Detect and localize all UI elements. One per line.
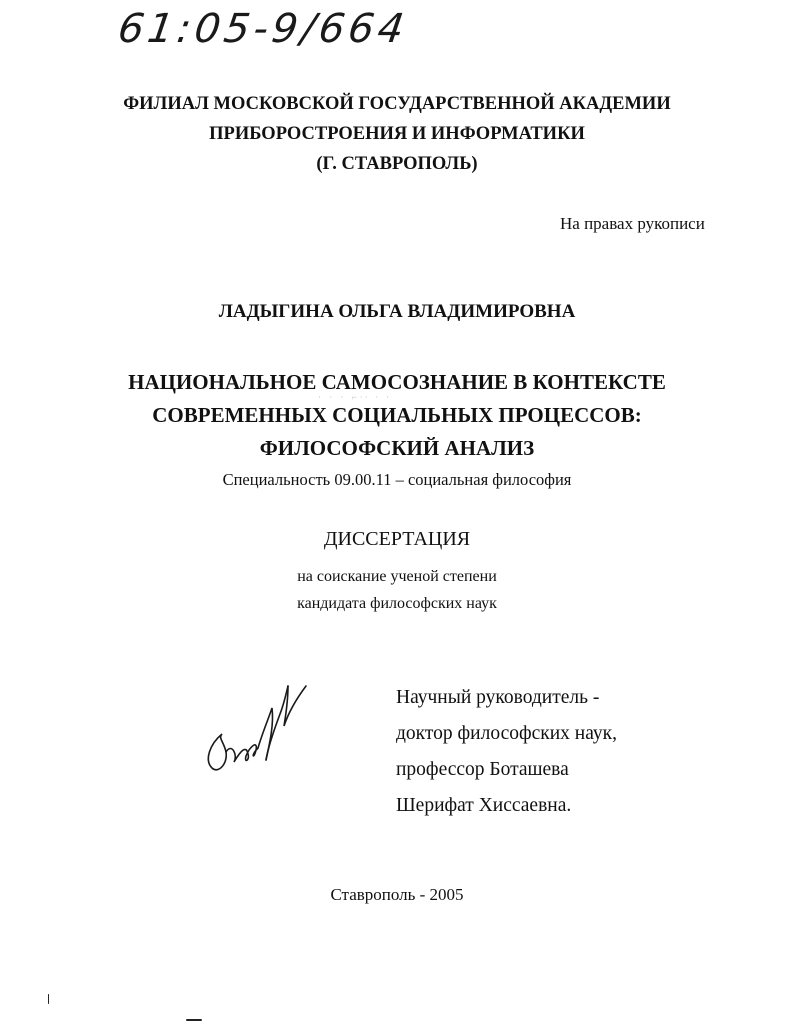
specialty: Специальность 09.00.11 – социальная философия: [222, 470, 572, 489]
supervisor-block: [396, 680, 756, 824]
degree-line-1: на соискание ученой степени: [297, 568, 497, 585]
scan-speck: [186, 1019, 202, 1021]
scan-speck: [48, 994, 49, 1004]
handwritten-signature: [196, 664, 316, 784]
title-line-1: НАЦИОНАЛЬНОЕ САМОСОЗНАНИЕ В КОНТЕКСТЕ: [128, 370, 666, 394]
institution-line-1: ФИЛИАЛ МОСКОВСКОЙ ГОСУДАРСТВЕННОЙ АКАДЕМИИ: [123, 94, 671, 114]
degree-line-2: кандидата философских наук: [297, 595, 497, 612]
supervisor-line-4: Шерифат Хиссаевна.: [396, 795, 572, 816]
document-type: ДИССЕРТАЦИЯ: [323, 528, 471, 550]
institution-line-3: (Г. СТАВРОПОЛЬ): [316, 154, 478, 174]
faint-stamp-mark: · · · ⌐∙∙ ∙ ·: [318, 392, 393, 402]
supervisor-line-1: Научный руководитель -: [396, 687, 600, 708]
title-line-3: ФИЛОСОФСКИЙ АНАЛИЗ: [259, 436, 535, 460]
manuscript-note: На правах рукописи: [560, 214, 705, 233]
archive-code: 61:05-9/664: [115, 6, 411, 52]
author-name: ЛАДЫГИНА ОЛЬГА ВЛАДИМИРОВНА: [218, 301, 576, 322]
supervisor-line-2: доктор философских наук,: [396, 723, 617, 744]
institution-line-2: ПРИБОРОСТРОЕНИЯ И ИНФОРМАТИКИ: [209, 124, 585, 144]
city-year: Ставрополь - 2005: [330, 885, 464, 904]
title-line-2: СОВРЕМЕННЫХ СОЦИАЛЬНЫХ ПРОЦЕССОВ:: [152, 403, 642, 427]
supervisor-line-3: профессор Боташева: [396, 759, 569, 780]
